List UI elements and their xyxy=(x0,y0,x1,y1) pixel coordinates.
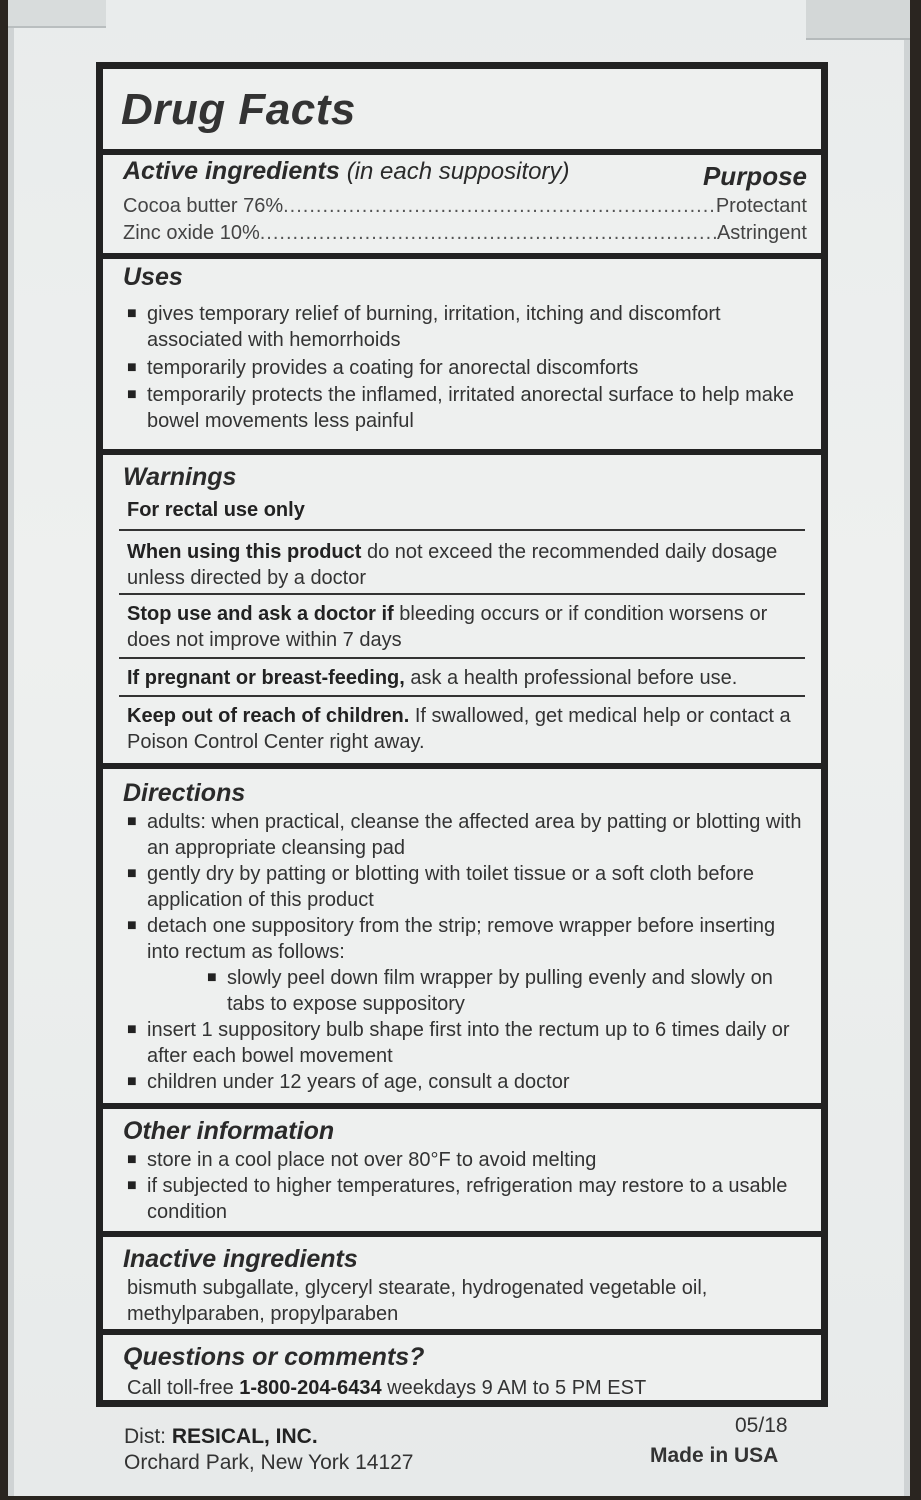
active-name-1: Cocoa butter 76% xyxy=(123,195,284,217)
drug-facts-title: Drug Facts xyxy=(121,85,356,134)
questions-heading: Questions or comments? xyxy=(123,1343,425,1371)
warnings-stop-bold: Stop use and ask a doctor if xyxy=(127,603,394,625)
warnings-divider-1 xyxy=(119,529,805,531)
dist-label: Dist: xyxy=(124,1425,172,1448)
inactive-rule xyxy=(103,1329,821,1335)
directions-item-5: ■ children under 12 years of age, consult a doctor xyxy=(127,1069,807,1095)
warnings-rule xyxy=(103,763,821,769)
active-row-2 xyxy=(123,222,807,245)
uses-item-3: ■ temporarily protects the inflamed, irritated anorectal surface to help make bowel movements less painful xyxy=(127,382,807,434)
active-name-2: Zinc oxide 10% xyxy=(123,222,260,244)
directions-item-4: ■ insert 1 suppository bulb shape first into the rectum up to 6 times daily or after each bowel movement xyxy=(127,1017,807,1069)
warnings-heading: Warnings xyxy=(123,463,237,491)
active-purpose-2: Astringent xyxy=(716,222,807,244)
uses-item-1: ■ gives temporary relief of burning, irritation, itching and discomfort associated with hemorrhoids xyxy=(127,301,807,353)
print-date: 05/18 xyxy=(735,1414,788,1437)
warnings-keep-text: If swallowed, get medical help or contact a Poison Control Center right away. xyxy=(127,705,791,753)
inactive-text: bismuth subgallate, glyceryl stearate, hydrogenated vegetable oil, methylparaben, propylparaben xyxy=(127,1277,708,1325)
directions-item-1: ■ adults: when practical, cleanse the affected area by patting or blotting with an appropriate cleansing pad xyxy=(127,809,807,861)
warnings-divider-2 xyxy=(119,593,805,595)
warnings-pregnant-text: ask a health professional before use. xyxy=(404,667,738,689)
questions-text xyxy=(127,1375,807,1401)
directions-rule xyxy=(103,1103,821,1109)
warnings-divider-3 xyxy=(119,657,805,659)
distributor-address: Orchard Park, New York 14127 xyxy=(124,1451,414,1474)
questions-phone: 1-800-204-6434 xyxy=(239,1377,382,1399)
inactive-heading: Inactive ingredients xyxy=(123,1245,358,1273)
warnings-keep xyxy=(127,703,807,755)
warnings-stop xyxy=(127,601,807,653)
other-info-item-2: ■ if subjected to higher temperatures, refrigeration may restore to a usable condition xyxy=(127,1173,807,1225)
directions-heading: Directions xyxy=(123,779,246,807)
uses-item-2: ■ temporarily provides a coating for anorectal discomforts xyxy=(127,355,807,381)
active-heading-text: Active ingredients xyxy=(123,157,340,185)
directions-subitem: ■ slowly peel down film wrapper by pulling evenly and slowly on tabs to expose suppository xyxy=(207,965,807,1017)
title-rule xyxy=(103,149,821,155)
active-row-1 xyxy=(123,195,807,218)
questions-post: weekdays 9 AM to 5 PM EST xyxy=(381,1377,647,1399)
made-in-usa: Made in USA xyxy=(650,1444,779,1467)
carton-flap-right xyxy=(806,0,910,40)
active-rule xyxy=(103,253,821,259)
warnings-using-text: do not exceed the recommended daily dosage unless directed by a doctor xyxy=(127,541,778,589)
uses-heading: Uses xyxy=(123,263,183,291)
warnings-stop-text: bleeding occurs or if condition worsens or does not improve within 7 days xyxy=(127,603,768,651)
distributor-line xyxy=(124,1425,318,1449)
carton-flap-left xyxy=(8,0,106,28)
active-purpose-1: Protectant xyxy=(715,195,807,217)
warnings-using-bold: When using this product xyxy=(127,541,362,563)
purpose-heading: Purpose xyxy=(702,161,807,191)
active-ingredients-heading xyxy=(123,157,569,186)
warnings-pregnant-bold: If pregnant or breast-feeding, xyxy=(127,667,405,689)
other-info-rule xyxy=(103,1231,821,1237)
other-info-item-1: ■ store in a cool place not over 80°F to avoid melting xyxy=(127,1147,807,1173)
directions-item-2: ■ gently dry by patting or blotting with toilet tissue or a soft cloth before application of this product xyxy=(127,861,807,913)
warnings-divider-4 xyxy=(119,695,805,697)
uses-rule xyxy=(103,449,821,455)
warnings-using xyxy=(127,539,807,591)
warnings-keep-bold: Keep out of reach of children. xyxy=(127,705,410,727)
questions-pre: Call toll-free xyxy=(127,1377,240,1399)
directions-item-3: ■ detach one suppository from the strip; remove wrapper before inserting into rectum as follows: xyxy=(127,913,807,965)
dist-company: RESICAL, INC. xyxy=(171,1425,318,1448)
drug-facts-panel xyxy=(96,62,828,1407)
active-heading-paren: (in each suppository) xyxy=(346,158,570,185)
warnings-rectal: For rectal use only xyxy=(127,499,305,521)
warnings-pregnant xyxy=(127,665,807,691)
other-info-heading: Other information xyxy=(123,1117,335,1145)
